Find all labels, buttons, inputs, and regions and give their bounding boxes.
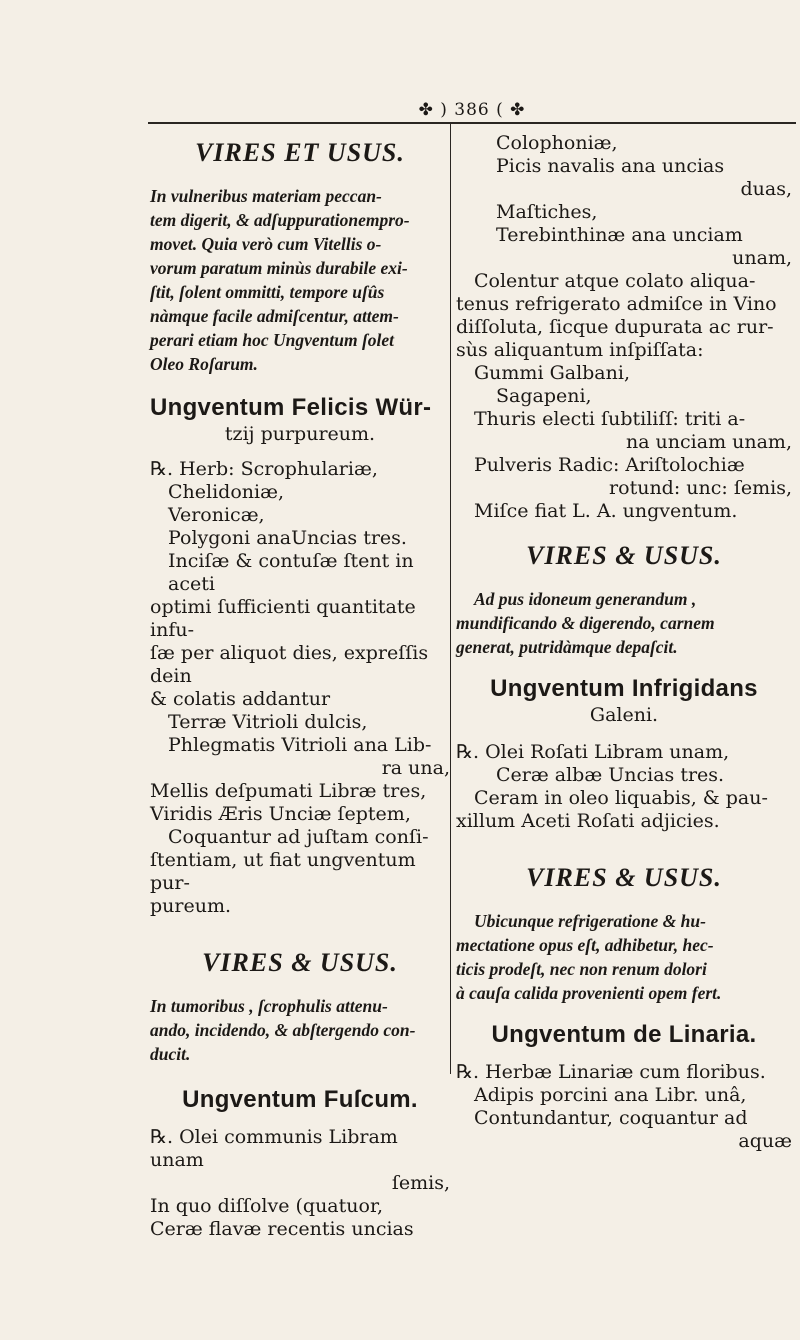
recipe-title: Ungventum Felicis Wür- bbox=[150, 394, 432, 421]
recipe-symbol-icon: ℞. bbox=[150, 1126, 174, 1148]
usage-paragraph: In tumoribus , ſcrophulis attenu- ando, incidendo, & abſtergendo con- ducit. bbox=[150, 996, 416, 1064]
vires-heading: VIRES & USUS. bbox=[202, 948, 398, 977]
recipe-ingredients: Colophoniæ, Picis navalis ana uncias duas, Maſtiches, Terebinthinæ ana unciam unam, Colentur atque colato aliqua- tenus refrigerato admiſce in Vino diſſoluta, ſicque dupurata ac rur- sùs aliquantum inſpiſſata: Gummi Galbani, Sagapeni, Thuris electi ſubtiliſſ: triti a- na unciam unam, Pulveris Radic: Ariſtolochiæ rotund: unc: ſemis, Miſce fiat L. A. ungventum. bbox=[456, 132, 792, 522]
vires-heading: VIRES & USUS. bbox=[526, 863, 722, 892]
page-header: ✤ ) 386 ( ✤ bbox=[418, 100, 526, 120]
recipe-title: Ungventum Fuſcum. bbox=[182, 1086, 418, 1113]
recipe-subtitle: tzij purpureum. bbox=[224, 423, 376, 445]
recipe-ingredients: ℞. Olei Roſati Libram unam, Ceræ albæ Uncias tres. Ceram in oleo liquabis, & pau- xillum Aceti Roſati adjicies. bbox=[456, 741, 768, 832]
vires-heading: VIRES ET USUS. bbox=[195, 138, 405, 167]
vires-heading: VIRES & USUS. bbox=[526, 541, 722, 570]
header-rule bbox=[148, 122, 796, 124]
usage-paragraph: In vulneribus materiam peccan- tem digerit, & adſuppurationempro- movet. Quia verò cum Vitellis o- vorum paratum minùs durabile exi- ſtit, ſolent ommitti, tempore uſûs nàmque facile admiſcentur, attem- perari etiam hoc Ungventum ſolet Oleo Roſarum. bbox=[150, 186, 410, 374]
recipe-ingredients: ℞. Herb: Scrophulariæ, Chelidoniæ, Veronicæ, Polygoni anaUncias tres. Inciſæ & contuſæ ſtent in aceti optimi ſufficienti quantitate infu- ſæ per aliquot dies, expreſſis dein & colatis addantur Terræ Vitrioli dulcis, Phlegmatis Vitrioli ana Lib- ra una, Mellis deſpumati Libræ tres, Viridis Æris Unciæ ſeptem, Coquantur ad juſtam conſi- ſtentiam, ut fiat ungventum pur- pureum. bbox=[150, 458, 450, 917]
column-divider bbox=[450, 122, 451, 1074]
usage-paragraph: Ubicunque refrigeratione & hu- mectatione opus eſt, adhibetur, hec- ticis prodeſt, nec non renum dolori à cauſa calida provenienti opem fert. bbox=[456, 911, 722, 1003]
right-column bbox=[456, 132, 792, 1153]
recipe-ingredients: ℞. Olei communis Libram unam ſemis, In quo diſſolve (quatuor, Ceræ flavæ recentis uncias bbox=[150, 1126, 450, 1240]
recipe-symbol-icon: ℞. bbox=[456, 741, 480, 763]
recipe-ingredients: ℞. Herbæ Linariæ cum floribus. Adipis porcini ana Libr. unâ, Contundantur, coquantur ad aquæ bbox=[456, 1061, 792, 1152]
recipe-symbol-icon: ℞. bbox=[456, 1061, 480, 1083]
usage-paragraph: Ad pus idoneum generandum , mundificando & digerendo, carnem generat, putridàmque depaſcit. bbox=[456, 589, 715, 657]
recipe-symbol-icon: ℞. bbox=[150, 458, 174, 480]
left-column bbox=[150, 132, 450, 1241]
recipe-title: Ungventum de Linaria. bbox=[491, 1021, 757, 1048]
recipe-subtitle: Galeni. bbox=[589, 704, 659, 726]
recipe-title: Ungventum Infrigidans bbox=[490, 675, 758, 702]
